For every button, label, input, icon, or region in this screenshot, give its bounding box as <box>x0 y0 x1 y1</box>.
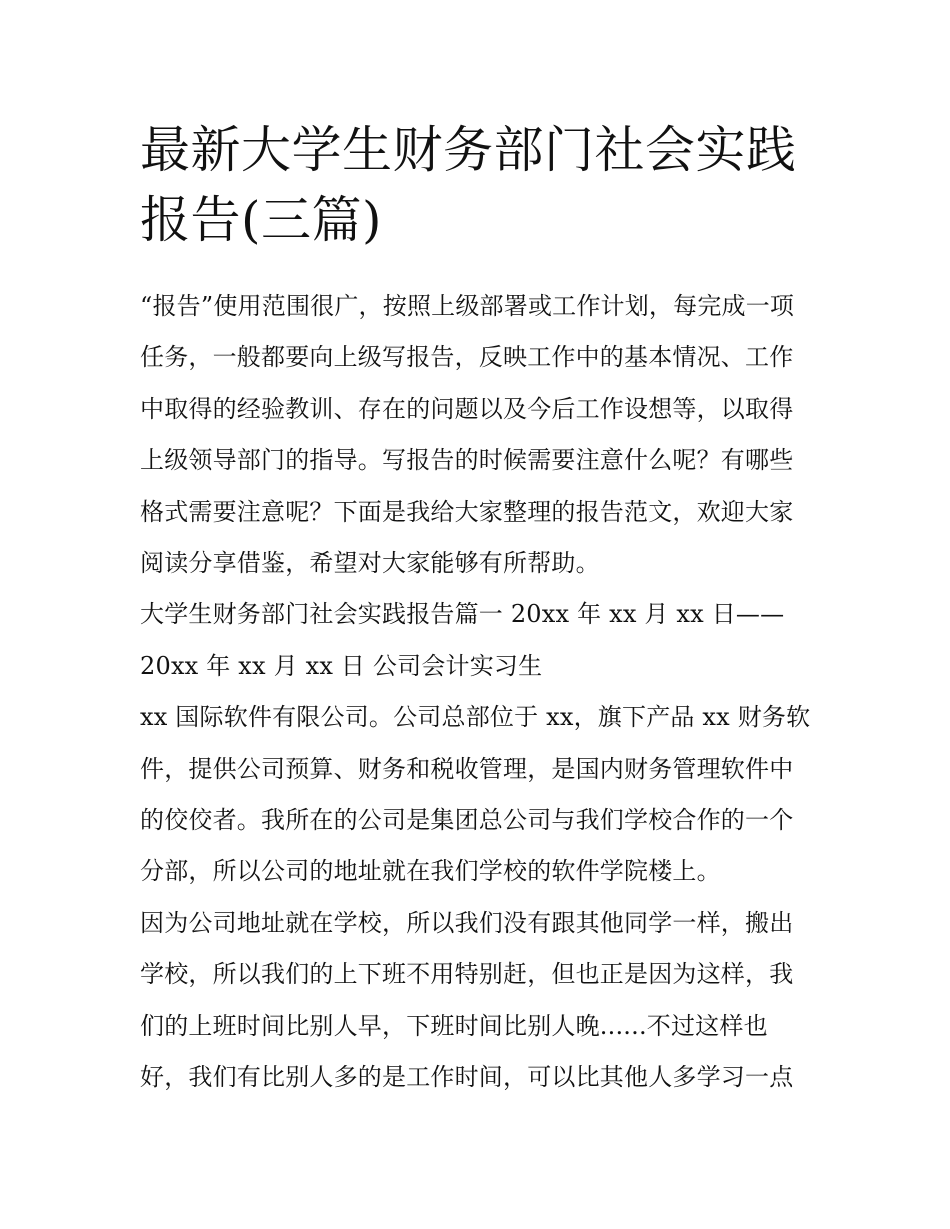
text-line: 分部，所以公司的地址就在我们学校的软件学院楼上。 <box>140 857 721 886</box>
text-line: 大学生财务部门社会实践报告篇一 20xx 年 xx 月 xx 日—— <box>140 600 785 629</box>
text-line: 阅读分享借鉴，希望对大家能够有所帮助。 <box>140 549 600 578</box>
text-line: 20xx 年 xx 月 xx 日 公司会计实习生 <box>140 651 543 680</box>
title-line: 报告(三篇) <box>140 191 383 249</box>
text-line: 件，提供公司预算、财务和税收管理，是国内财务管理软件中 <box>140 754 794 783</box>
text-line: 任务，一般都要向上级写报告，反映工作中的基本情况、工作 <box>140 343 794 372</box>
text-line: 中取得的经验教训、存在的问题以及今后工作设想等，以取得 <box>140 394 794 423</box>
paragraph-schedule <box>140 898 820 1104</box>
title-line: 最新大学生财务部门社会实践 <box>140 121 797 179</box>
paragraph-company <box>140 692 820 898</box>
text-line: 格式需要注意呢？下面是我给大家整理的报告范文，欢迎大家 <box>140 497 794 526</box>
text-line: 好，我们有比别人多的是工作时间，可以比其他人多学习一点 <box>140 1063 794 1092</box>
text-line: 们的上班时间比别人早，下班时间比别人晚......不过这样也 <box>140 1011 768 1040</box>
document-title <box>140 115 820 255</box>
text-line: “报告”使用范围很广，按照上级部署或工作计划，每完成一项 <box>140 292 795 320</box>
text-line: 因为公司地址就在学校，所以我们没有跟其他同学一样，搬出 <box>140 908 794 937</box>
text-line: 的佼佼者。我所在的公司是集团总公司与我们学校合作的一个 <box>140 806 794 835</box>
text-line: 学校，所以我们的上下班不用特别赶，但也正是因为这样，我 <box>140 960 794 989</box>
paragraph-report-heading <box>140 589 820 692</box>
text-line: xx 国际软件有限公司。公司总部位于 xx，旗下产品 xx 财务软 <box>140 703 811 732</box>
text-line: 上级领导部门的指导。写报告的时候需要注意什么呢？有哪些 <box>140 446 794 475</box>
document-page <box>140 115 820 1104</box>
paragraph-intro <box>140 281 820 589</box>
